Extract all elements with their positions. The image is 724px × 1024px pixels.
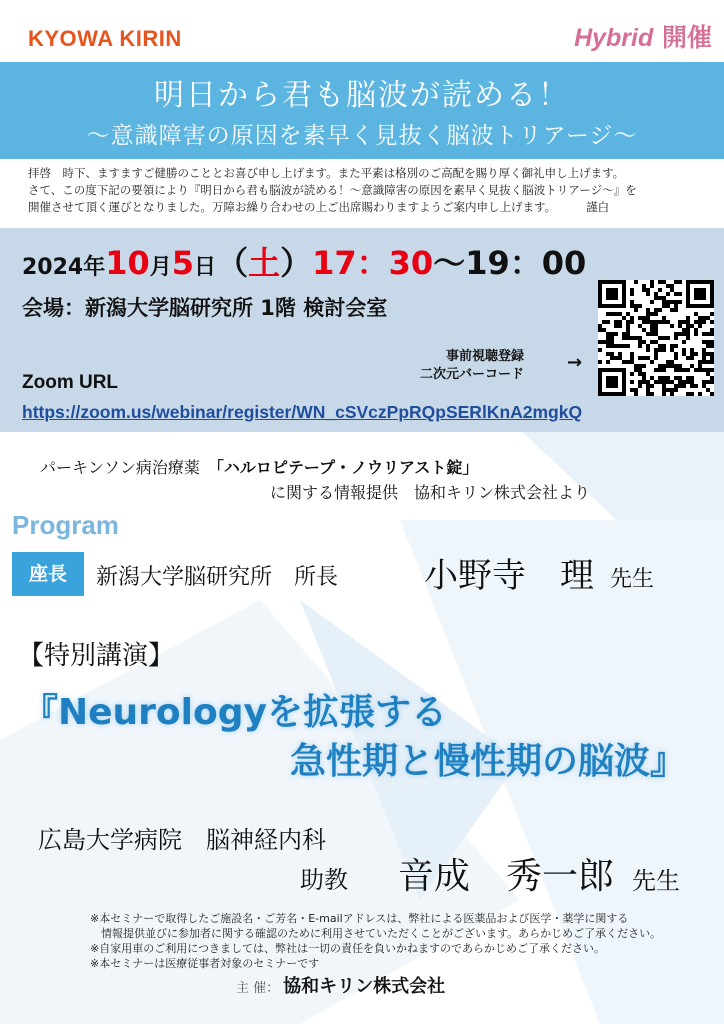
chair-badge: 座長 — [12, 552, 84, 596]
chair-name: 小野寺 理 — [424, 556, 594, 596]
note-line: 情報提供並びに参加者に関する確認のために利用させていただくことがございます。あらかじめご了承ください。 — [90, 927, 662, 940]
zoom-url-label: Zoom URL — [22, 372, 119, 393]
chair-honorific: 先生 — [610, 567, 655, 592]
event-datetime: 2024年10月5日（土）17：30～19：00 — [22, 244, 587, 282]
chair-institution: 新潟大学脳研究所 所長 — [96, 565, 339, 590]
hybrid-latin: Hybrid — [574, 24, 654, 52]
program-heading: Program — [12, 510, 119, 540]
notes — [90, 911, 661, 971]
greeting-line: 開催させて頂く運びとなりました。万障お繰り合わせの上ご出席賜わりますようご案内申し上げます。 謹白 — [28, 200, 610, 214]
registration-qr-code[interactable] — [598, 280, 714, 396]
speaker-honorific: 先生 — [632, 867, 680, 895]
note-line: ※本セミナーで取得したご施設名・ご芳名・E-mailアドレスは、弊社による医薬品および医学・薬学に関する — [90, 912, 629, 925]
greeting-closing: 謹白 — [586, 200, 610, 214]
speaker-institution: 広島大学病院 脳神経内科 — [38, 826, 326, 854]
page-subtitle: ～意識障害の原因を素早く見抜く脳波トリアージ～ — [86, 123, 638, 149]
qr-label: 事前視聴登録 二次元バーコード — [420, 349, 525, 382]
company-logo-text: KYOWA KIRIN — [28, 26, 182, 51]
zoom-url-link[interactable]: https://zoom.us/webinar/register/WN_cSVczPpRQpSERlKnA2mgkQ — [22, 402, 583, 422]
greeting-line: さて、この度下記の要領により『明日から君も脳波が読める！～意識障害の原因を素早く見抜く脳波トリアージ～』を — [28, 183, 637, 197]
greeting-line: 拝啓 時下、ますますご健勝のこととお喜び申し上げます。また平素は格別のご高配を賜り厚く御礼申し上げます。 — [28, 166, 625, 180]
speaker-name: 音成 秀一郎 — [398, 856, 615, 897]
greeting-text — [28, 165, 708, 216]
company-logo — [28, 26, 182, 52]
special-lecture-label: 【特別講演】 — [18, 641, 175, 671]
note-line: ※自家用車のご利用につきましては、弊社は一切の責任を負いかねますのであらかじめご了承ください。 — [90, 942, 605, 955]
page-title: 明日から君も脳波が読める！ — [154, 78, 570, 113]
note-line: ※本セミナーは医療従事者対象のセミナーです — [90, 957, 320, 970]
drug-info-line2: に関する情報提供 協和キリン株式会社より — [270, 483, 591, 502]
lecture-title-line1: 『Neurologyを拡張する — [22, 692, 447, 733]
host-line: 主 催： 協和キリン株式会社 — [236, 976, 446, 997]
speaker-position: 助教 — [300, 866, 348, 894]
event-venue: 会場：新潟大学脳研究所 1階 検討会室 — [22, 296, 388, 320]
drug-info-line1: パーキンソン病治療薬 「ハルロピテープ・ノウリアスト錠」 — [40, 458, 479, 477]
hybrid-jp: 開催 — [661, 23, 712, 52]
lecture-title-line2: 急性期と慢性期の脳波』 — [290, 741, 687, 782]
hybrid-badge — [574, 18, 712, 54]
arrow-right-icon: → — [567, 352, 583, 373]
